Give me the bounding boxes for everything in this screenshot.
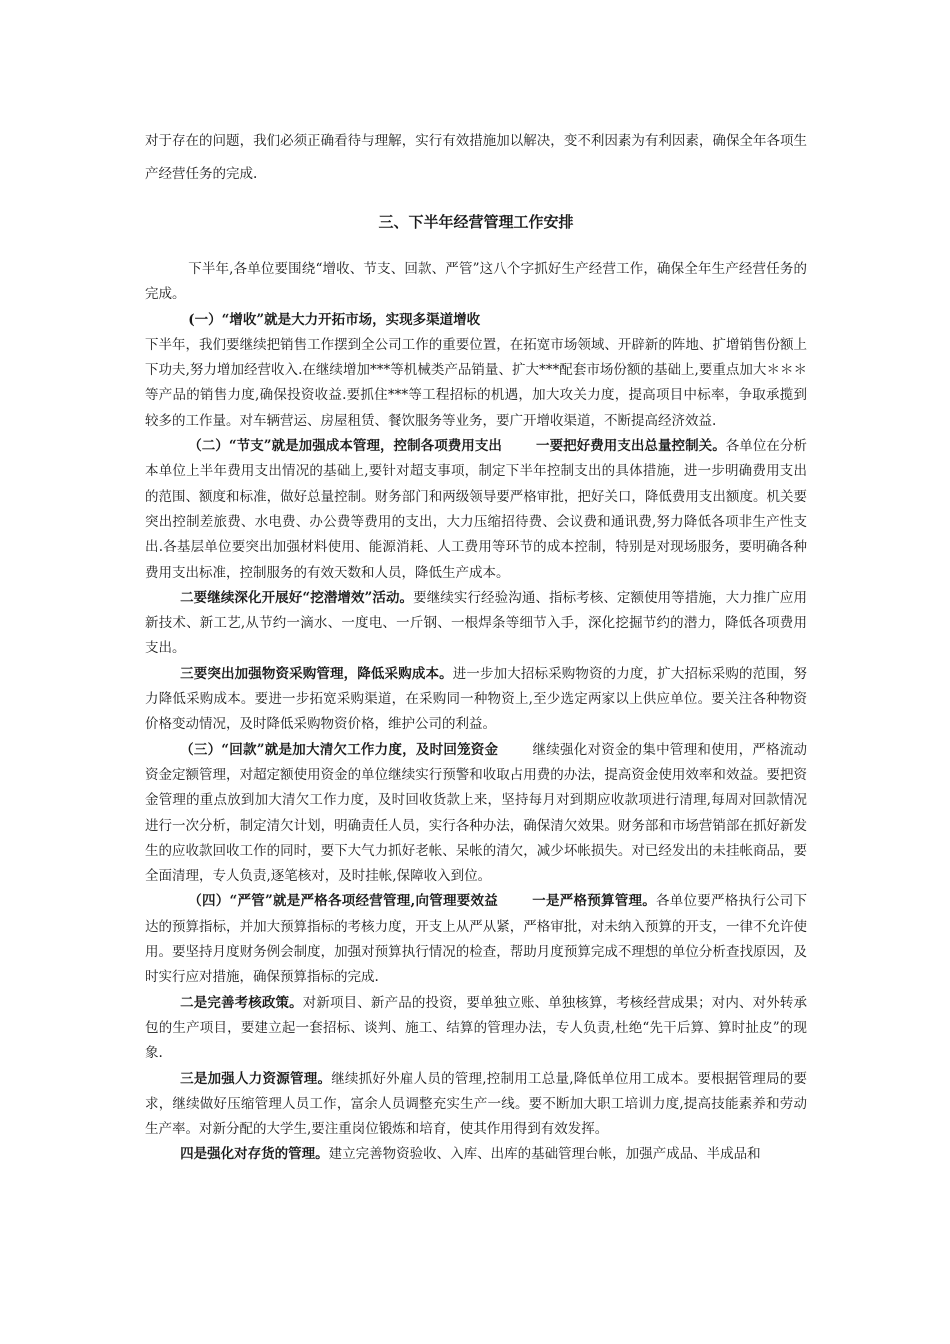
part4-sub3-heading: 三是加强人力资源管理。 (180, 1070, 332, 1087)
part3-body: 继续强化对资金的集中管理和使用，严格流动资金定额管理，对超定额使用资金的单位继续实行预警和收取占用费的办法，提高资金使用效率和效益。要把资金管理的重点放到加大清欠工作力度，及时回收货款上来，坚持每月对到期应收款项进行清理,每周对回款情况进行一次分析，制定清欠计划，明确责任人员，实行各种办法，确保清欠效果。财务部和市场营销部在抓好新发生的应收款回收工作的同时，要下大气力抓好老帐、呆帐的清欠，减少坏帐损失。对已经发出的未挂帐商品，要全面清理，专人负责,逐笔核对，及时挂帐,保障收入到位。 (145, 741, 808, 885)
document-body (145, 125, 807, 1168)
part4-heading: （四）“严管”就是严格各项经营管理,向管理要效益 (188, 893, 498, 910)
part1-body: 下半年，我们要继续把销售工作摆到全公司工作的重要位置，在拓宽市场领域、开辟新的阵地、扩增销售份额上下功夫,努力增加经营收入.在继续增加***等机械类产品销量、扩大***配套市场份额的基础上,要重点加大＊＊＊等产品的销售力度,确保投资收益.要抓住***等工程招标的机遇，加大攻关力度，提高项目中标率，争取承揽到较多的工作量。对车辆营运、房屋租赁、餐饮服务等业务，要广开增收渠道，不断提高经济效益. (145, 336, 807, 429)
part2-sub2-paragraph (145, 586, 807, 662)
part2-sub2-heading: 二要继续深化开展好“挖潜增效”活动。 (180, 589, 414, 606)
part4-sub4-body: 建立完善物资验收、入库、出库的基础管理台帐，加强产成品、半成品和 (328, 1146, 761, 1163)
part1-heading: (一）“增收”就是大力开拓市场，实现多渠道增收 (188, 311, 481, 328)
part2-sub2-body: 要继续实行经验沟通、指标考核、定额使用等措施，大力推广应用新技术、新工艺,从节约一滴水、一度电、一斤钢、一根焊条等细节入手，深化挖掘节约的潜力，降低各项费用支出。 (145, 589, 807, 657)
section-lead-paragraph: 下半年,各单位要围绕“增收、节支、回款、严管”这八个字抓好生产经营工作，确保全年生产经营任务的完成。 (145, 261, 807, 303)
part2-heading: （二）“节支”就是加强成本管理，控制各项费用支出 (188, 438, 502, 455)
part4-sub1-heading: 一是严格预算管理。 (531, 893, 656, 910)
part4-sub4-heading: 四是强化对存货的管理。 (180, 1146, 329, 1163)
part2-sub3-paragraph (145, 662, 807, 738)
part4-sub2-heading: 二是完善考核政策。 (180, 994, 303, 1011)
part4-sub3-paragraph (145, 1067, 807, 1143)
part4-sub1-body: 各单位要严格执行公司下达的预算指标，并加大预算指标的考核力度，开支上从严从紧，严格审批，对未纳入预算的开支，一律不允许使用。要坚持月度财务例会制度，加强对预算执行情况的检查，帮助月度预算完成不理想的单位分析查找原因，及时实行应对措施，确保预算指标的完成. (145, 893, 808, 986)
part3-heading: （三）“回款”就是加大清欠工作力度，及时回笼资金 (180, 741, 499, 758)
part4-sub2-paragraph (145, 991, 807, 1067)
part3-paragraph (145, 738, 807, 890)
part2-sub1-heading: 一要把好费用支出总量控制关。 (535, 438, 726, 455)
part2-paragraph (145, 434, 807, 586)
part2-sub3-body: 进一步加大招标采购物资的力度，扩大招标采购的范围，努力降低采购成本。要进一步拓宽采购渠道，在采购同一种物资上,至少选定两家以上供应单位。要关注各种物资价格变动情况，及时降低采购物资价格，维护公司的利益。 (145, 665, 807, 733)
part2-sub3-heading: 三要突出加强物资采购管理，降低采购成本。 (180, 665, 453, 682)
section-title: 三、下半年经营管理工作安排 (378, 213, 574, 231)
part4-sub3-body: 继续抓好外雇人员的管理,控制用工总量,降低单位用工成本。要根据管理局的要求，继续做好压缩管理人员工作，富余人员调整充实生产一线。要不断加大职工培训力度,提高技能素养和劳动生产率。对新分配的大学生,要注重岗位锻炼和培育，使其作用得到有效发挥。 (145, 1070, 807, 1138)
intro-paragraph: 对于存在的问题，我们必须正确看待与理解，实行有效措施加以解决，变不利因素为有利因素，确保全年各项生产经营任务的完成. (145, 133, 807, 182)
part4-paragraph (145, 889, 807, 990)
part4-sub2-body: 对新项目、新产品的投资，要单独立账、单独核算，考核经营成果；对内、对外转承包的生产项目，要建立起一套招标、谈判、施工、结算的管理办法，专人负责,杜绝“先干后算、算时扯皮”的现象. (145, 994, 808, 1062)
part4-sub4-paragraph (145, 1142, 807, 1167)
part2-sub1-body: 各单位在分析本单位上半年费用支出情况的基础上,要针对超支事项，制定下半年控制支出的具体措施，进一步明确费用支出的范围、额度和标准，做好总量控制。财务部门和两级领导要严格审批，把好关口，降低费用支出额度。机关要突出控制差旅费、水电费、办公费等费用的支出，大力压缩招待费、会议费和通讯费,努力降低各项非生产性支出.各基层单位要突出加强材料使用、能源消耗、人工费用等环节的成本控制，特别是对现场服务，要明确各种费用支出标准，控制服务的有效天数和人员，降低生产成本。 (145, 438, 808, 581)
